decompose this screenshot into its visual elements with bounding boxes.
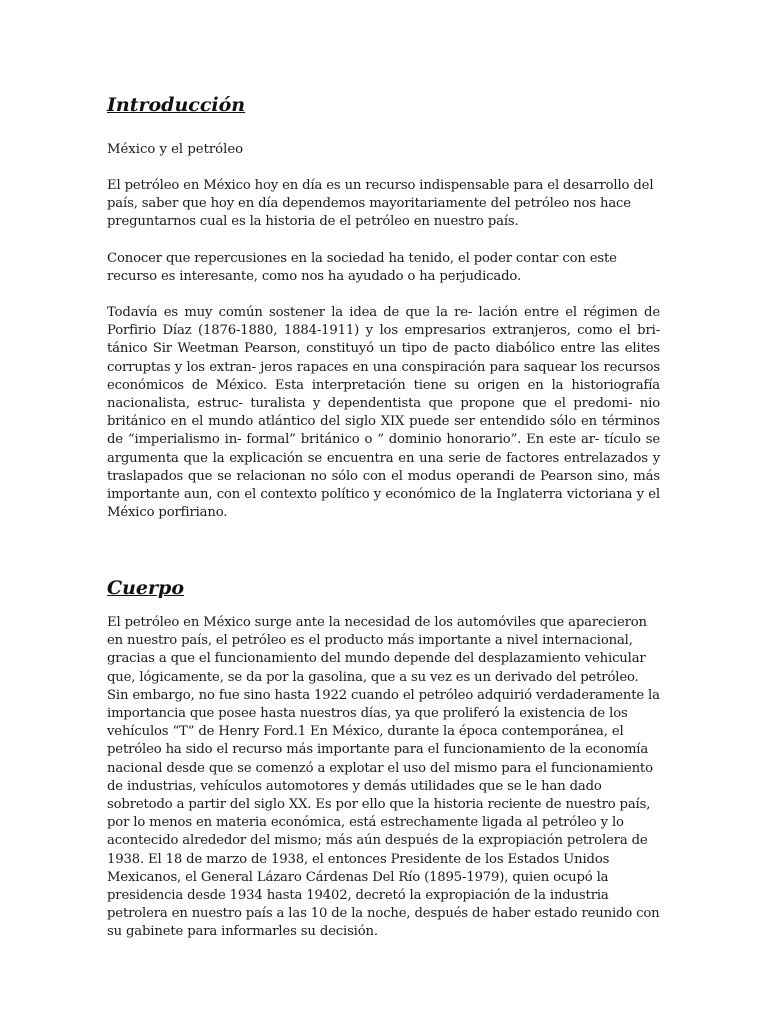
subtitle: México y el petróleo — [107, 142, 244, 157]
intro-paragraph-2: Conocer que repercusiones en la sociedad ha tenido, el poder contar con este recurso es interesante, como nos ha ayudado o ha perjudicado. — [107, 251, 617, 285]
intro-paragraph-3: Todavía es muy común sostener la idea de que la re- lación entre el régimen de Porfirio Díaz (1876-1880, 1884-1911) y los empresarios extranjeros, como el bri- tánico Sir Weetman Pearson, constituyó un tipo de pacto diabólico entre las elites corruptas y los extran- jeros rapaces en una conspiración para saquear los recursos económicos de México. Esta interpretación tiene su origen en la historiografía nacionalista, estruc- turalista y dependentista que propone que el predomi- nio británico en el mundo atlántico del siglo XIX puede ser entendido sólo en términos de “imperialismo in- formal” británico o “ dominio honorario”. En este ar- tículo se argumenta que la explicación se encuentra en una serie de factores entrelazados y traslapados que se relacionan no sólo con el modus operandi de Pearson sino, más importante aun, con el contexto político y económico de la Inglaterra victoriana y el México porfiriano. — [107, 305, 660, 521]
body-paragraph-1: El petróleo en México surge ante la necesidad de los automóviles que aparecieron en nuestro país, el petróleo es el producto más importante a nivel internacional, gracias a que el funcionamiento del mundo depende del desplazamiento vehicular que, lógicamente, se da por la gasolina, que a su vez es un derivado del petróleo. Sin embargo, no fue sino hasta 1922 cuando el petróleo adquirió verdaderamente la importancia que posee hasta nuestros días, ya que proliferó la existencia de los vehículos “T” de Henry Ford.1 En México, durante la época contemporánea, el petróleo ha sido el recurso más importante para el funcionamiento de la economía nacional desde que se comenzó a explotar el uso del mismo para el funcionamiento de industrias, vehículos automotores y demás utilidades que se le han dado sobretodo a partir del siglo XX. Es por ello que la historia reciente de nuestro país, por lo menos en materia económica, está estrechamente ligada al petróleo y lo acontecido alrededor del mismo; más aún después de la expropiación petrolera de 1938. El 18 de marzo de 1938, el entonces Presidente de los Estados Unidos Mexicanos, el General Lázaro Cárdenas Del Río (1895-1979), quien ocupó la presidencia desde 1934 hasta 19402, decretó la expropiación de la industria petrolera en nuestro país a las 10 de la noche, después de haber estado reunido con su gabinete para informarles su decisión. — [107, 615, 660, 940]
body-heading: Cuerpo — [107, 577, 184, 599]
introduction-heading: Introducción — [107, 94, 246, 116]
intro-paragraph-1: El petróleo en México hoy en día es un recurso indispensable para el desarrollo del país, saber que hoy en día dependemos mayoritariamente del petróleo nos hace preguntarnos cual es la historia de el petróleo en nuestro país. — [107, 178, 654, 230]
